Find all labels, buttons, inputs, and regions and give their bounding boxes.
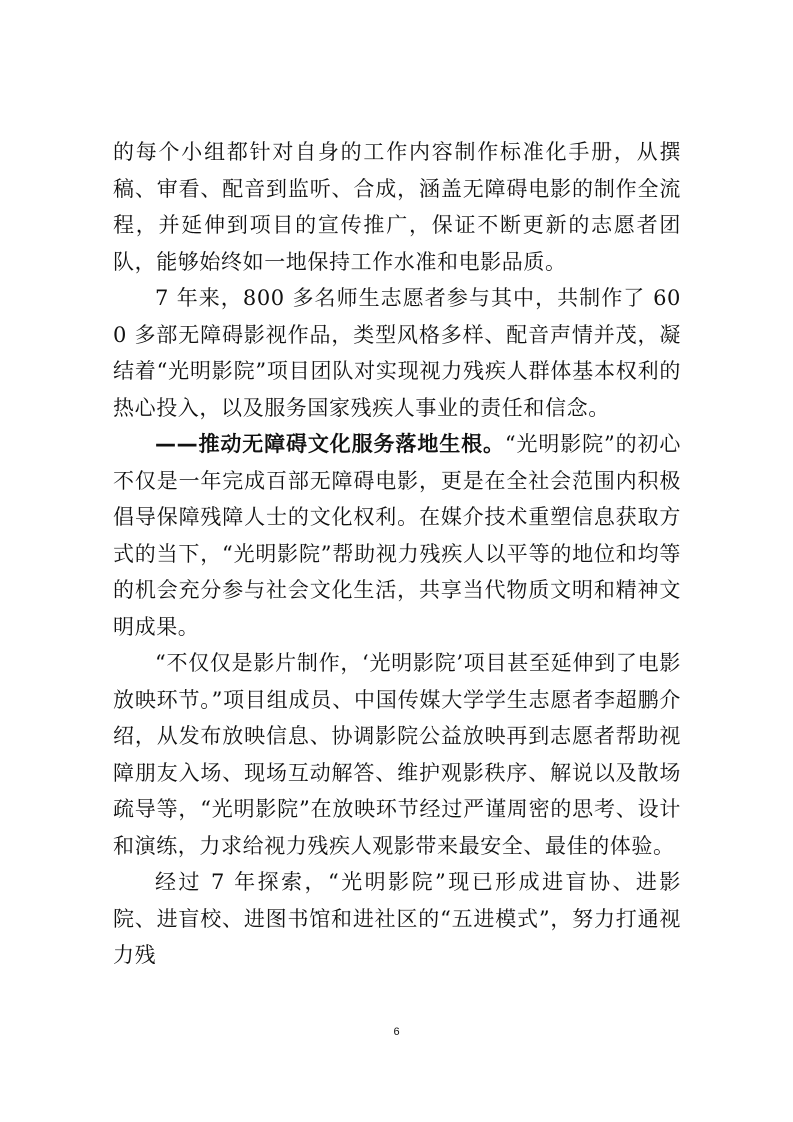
paragraph-2-text: 7 年来，800 多名师生志愿者参与其中，共制作了 600 多部无障碍影视作品，类型风格多样、配音声情并茂，凝结着“光明影院”项目团队对实现视力残疾人群体基本权利的热心投入，以及服务国家残疾人事业的责任和信念。	[113, 286, 681, 420]
paragraph-5-text: 经过 7 年探索，“光明影院”现已形成进盲协、进影院、进盲校、进图书馆和进社区的“五进模式”，努力打通视力残	[113, 870, 681, 967]
paragraph-4	[113, 645, 681, 864]
paragraph-2	[113, 280, 681, 426]
paragraph-5	[113, 864, 681, 974]
paragraph-3	[113, 426, 681, 645]
page-number: 6	[393, 1026, 400, 1038]
paragraph-4-text: “不仅仅是影片制作，‘光明影院’项目甚至延伸到了电影放映环节。”项目组成员、中国传媒大学学生志愿者李超鹏介绍，从发布放映信息、协调影院公益放映再到志愿者帮助视障朋友入场、现场互动解答、维护观影秩序、解说以及散场疏导等，“光明影院”在放映环节经过严谨周密的思考、设计和演练，力求给视力残疾人观影带来最安全、最佳的体验。	[113, 651, 681, 858]
document-body	[113, 134, 681, 974]
paragraph-1-text: 的每个小组都针对自身的工作内容制作标准化手册，从撰稿、审看、配音到监听、合成，涵盖无障碍电影的制作全流程，并延伸到项目的宣传推广，保证不断更新的志愿者团队，能够始终如一地保持工作水准和电影品质。	[113, 140, 681, 274]
paragraph-1	[113, 134, 681, 280]
paragraph-3-lead: ——推动无障碍文化服务落地生根。	[155, 432, 505, 456]
paragraph-3-text: “光明影院”的初心不仅是一年完成百部无障碍电影，更是在全社会范围内积极倡导保障残障人士的文化权利。在媒介技术重塑信息获取方式的当下，“光明影院”帮助视力残疾人以平等的地位和均等的机会充分参与社会文化生活，共享当代物质文明和精神文明成果。	[113, 432, 681, 639]
